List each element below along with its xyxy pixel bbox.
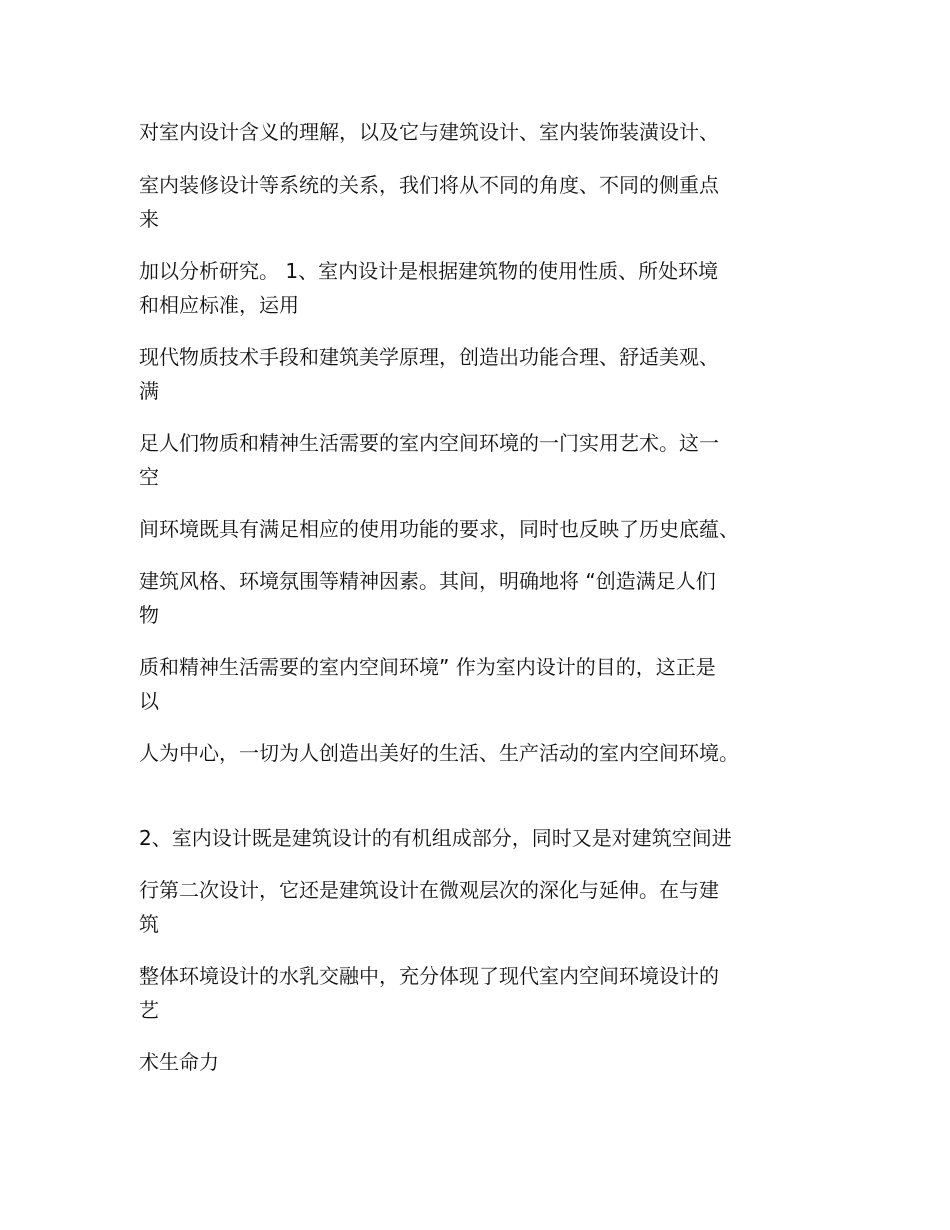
text-line-10: 间环境既具有满足相应的使用功能的要求，同时也反映了历史底蕴、 bbox=[139, 517, 739, 541]
text-line-18: 筑 bbox=[139, 912, 159, 936]
text-line-13: 质和精神生活需要的室内空间环境” 作为室内设计的目的，这正是 bbox=[139, 655, 716, 679]
text-line-6: 现代物质技术手段和建筑美学原理，创造出功能合理、舒适美观、 bbox=[139, 345, 719, 369]
text-line-20: 艺 bbox=[139, 998, 159, 1022]
text-line-15: 人为中心，一切为人创造出美好的生活、生产活动的室内空间环境。 bbox=[139, 741, 739, 765]
text-line-4: 加以分析研究。 1、室内设计是根据建筑物的使用性质、所处环境 bbox=[139, 259, 719, 283]
text-line-1: 对室内设计含义的理解，以及它与建筑设计、室内装饰装潢设计、 bbox=[139, 120, 719, 144]
text-line-8: 足人们物质和精神生活需要的室内空间环境的一门实用艺术。这一 bbox=[139, 431, 719, 455]
text-line-16: 2、室内设计既是建筑设计的有机组成部分，同时又是对建筑空间进 bbox=[139, 826, 732, 850]
text-line-2: 室内装修设计等系统的关系，我们将从不同的角度、不同的侧重点 bbox=[139, 173, 719, 197]
text-line-14: 以 bbox=[139, 689, 159, 713]
text-line-12: 物 bbox=[139, 603, 159, 627]
text-line-5: 和相应标准，运用 bbox=[139, 293, 299, 317]
text-line-11: 建筑风格、环境氛围等精神因素。其间，明确地将 “创造满足人们 bbox=[139, 569, 716, 593]
text-line-7: 满 bbox=[139, 379, 159, 403]
text-line-17: 行第二次设计，它还是建筑设计在微观层次的深化与延伸。在与建 bbox=[139, 878, 719, 902]
text-line-19: 整体环境设计的水乳交融中，充分体现了现代室内空间环境设计的 bbox=[139, 964, 719, 988]
text-line-9: 空 bbox=[139, 465, 159, 489]
text-line-21: 术生命力 bbox=[139, 1050, 219, 1074]
text-line-3: 来 bbox=[139, 207, 159, 231]
